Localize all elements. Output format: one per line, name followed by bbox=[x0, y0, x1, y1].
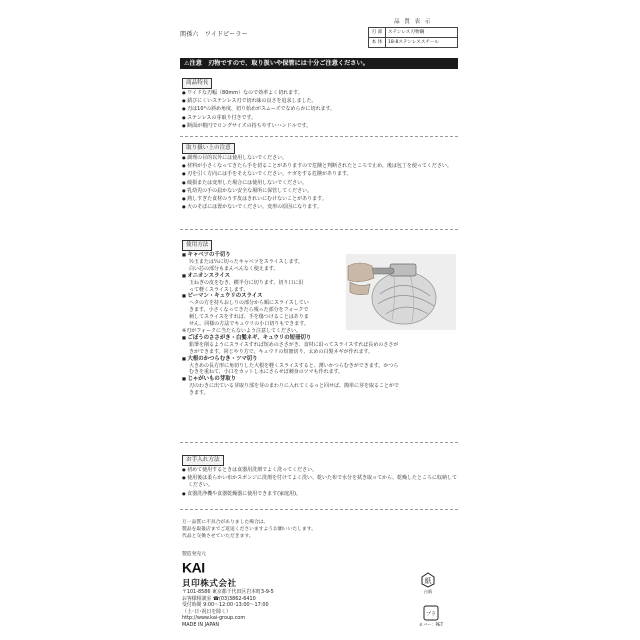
guarantee-line: 製品を取扱店までご返送くださいますようお願いいたします。 bbox=[182, 527, 316, 532]
list-item: ● 火のそばには置かないでください。変形の原因になります。 bbox=[182, 203, 458, 211]
usage-text: きます。 bbox=[189, 390, 209, 397]
usage-photo bbox=[346, 254, 456, 330]
usage-text: 鉛筆を削るようにスライスすれば短めのささがき、食材に沿ってスライスすれば長めのささが bbox=[189, 341, 399, 348]
usage-text: 刃のわきに出ている芽取り部を芽のまわりに入れてくるっと回せば、簡単に芽を取ることがで bbox=[189, 383, 400, 390]
plastic-recycle-mark bbox=[416, 604, 446, 628]
list-item: ● 乳幼児の手の届かない安全な場所に保管してください。 bbox=[182, 187, 458, 195]
list-item: ● 刃は10°の斜め角度、切り始めがスムーズでなめらかに切れます。 bbox=[182, 105, 458, 113]
usage-text: 白い芯の部分もまんべんなく使えます。 bbox=[189, 265, 279, 272]
origin-label: MADE IN JAPAN bbox=[182, 621, 219, 628]
usage-text: 大きめの長方形に角切りした大根を軽くスライスすると、薄いかつらむきができます。かつら bbox=[189, 362, 399, 369]
list-item: ● 初めて使用するときは食器用洗剤でよく洗ってください。 bbox=[182, 466, 458, 474]
quality-heading: 品 質 表 示 bbox=[394, 19, 432, 25]
care-list bbox=[182, 466, 458, 498]
care-label: お手入れ方法 bbox=[182, 455, 224, 466]
list-item: ● 使用後は柔らかい布かスポンジに洗剤を付けてよく洗い、乾いた布で水分を拭き取ってから、乾燥したところに収納してください。 bbox=[182, 474, 458, 489]
cautions-label: 取り扱い上の注意 bbox=[182, 143, 235, 154]
usage-text: せん。同様の方法でキュウリの小口切りもできます。 bbox=[189, 321, 309, 328]
list-item: ● 錆びにくいステンレス刃で切れ味の良さを追求しました。 bbox=[182, 97, 458, 105]
list-item: ● 熱しすぎた食材のうす皮はきれいにむけないことがあります。 bbox=[182, 195, 458, 203]
usage-text: きができます。同じやり方で、キュウリの短冊切り、太めの白髪ネギが作れます。 bbox=[189, 348, 374, 355]
list-item: ● ワイドな刃幅（80mm）なので効率よく切れます。 bbox=[182, 89, 458, 97]
product-title: 関孫六 ワイドピーラー bbox=[180, 31, 248, 38]
kai-logo bbox=[182, 560, 216, 574]
usage-text: って軽くスライスします。 bbox=[189, 286, 249, 293]
address-line: 〒101-8586 東京都千代田区岩本町3-9-5 bbox=[182, 589, 274, 595]
guarantee-text bbox=[182, 519, 352, 540]
warning-banner: ⚠注意 刃物ですので、取り扱いや保管には十分ご注意ください。 bbox=[180, 58, 458, 69]
quality-key: 本 体 bbox=[369, 38, 386, 47]
list-item: ● ステンレスの芽取り付きです。 bbox=[182, 114, 458, 122]
paper-mark-text: 紙 bbox=[424, 577, 432, 585]
plastic-recycle-icon bbox=[422, 604, 440, 622]
guarantee-line: 代品と交換させていただきます。 bbox=[182, 534, 254, 539]
list-item: ● 食器洗浄機や食器乾燥器に使用できます(家庭用)。 bbox=[182, 490, 458, 498]
address-line: （土･日･祝日を除く） bbox=[182, 608, 231, 615]
quality-row bbox=[368, 27, 458, 38]
list-item: ● 材料が小さくなってきたら手を切ることがありますので危険と判断されたところで止め、後は包丁を使ってください。 bbox=[182, 162, 458, 170]
cabbage-peeler-illustration bbox=[346, 254, 456, 330]
features-list bbox=[182, 89, 458, 130]
usage-note: ※刃がフォークに当たらないよう注意してください。 bbox=[182, 327, 301, 334]
usage-text: むきを重ねて、小口をカットし水にさらせば刺身のツマも作れます。 bbox=[189, 369, 344, 376]
usage-heading: ■ ごぼうのささがき・白髪ネギ、キュウリの短冊切り bbox=[182, 335, 458, 342]
divider bbox=[180, 229, 458, 230]
quality-row bbox=[368, 38, 458, 48]
plastic-recycle-label: カバー：PET bbox=[418, 622, 444, 627]
usage-heading: ■ キャベツの千切り bbox=[182, 252, 458, 259]
package-insert bbox=[160, 0, 480, 640]
usage-heading: ■ じゃがいもの芽取り bbox=[182, 376, 458, 383]
usage-heading: ■ 大根のかつらむき・ツマ切り bbox=[182, 356, 458, 363]
paper-recycle-icon bbox=[419, 571, 437, 589]
divider bbox=[180, 509, 458, 510]
website-url: http://www.kai-group.com bbox=[182, 615, 246, 622]
usage-text: きます。小さくなってきたら残った部分をフォークで bbox=[189, 307, 309, 314]
usage-text: 刺してスライスをすれば、手を傷つけることはありま bbox=[189, 314, 309, 321]
quality-value: 18-8ステンレススチール bbox=[388, 40, 440, 45]
quality-value: ステンレス刃物鋼 bbox=[388, 30, 425, 35]
divider bbox=[180, 442, 458, 443]
cautions-list bbox=[182, 154, 458, 211]
address-line: 受付時間 9:00〜12:00･13:00〜17:00 bbox=[182, 602, 269, 609]
usage-text: ½玉または¼に切ったキャベツをスライスします。 bbox=[189, 258, 304, 265]
guarantee-line: 万一品質に不具合がありました場合は、 bbox=[182, 520, 269, 525]
usage-heading: ■ オニオンスライス bbox=[182, 273, 458, 280]
usage-text: ヘタの方を持ちおしりの部分から順にスライスしてい bbox=[189, 300, 309, 307]
usage-label: 使用方法 bbox=[182, 240, 212, 251]
paper-recycle-label: 台紙 bbox=[423, 589, 433, 594]
list-item: ● 調理の目的以外には使用しないでください。 bbox=[182, 154, 458, 162]
maker-label: 製造発売元 bbox=[182, 552, 206, 557]
plastic-mark-text: プラ bbox=[425, 611, 437, 618]
company-name: 貝印株式会社 bbox=[182, 579, 237, 589]
features-label: 商品特長 bbox=[182, 78, 212, 89]
usage-text: 玉ねぎの皮をむき、横半分に切ります。切り口に沿 bbox=[189, 279, 304, 286]
divider bbox=[180, 136, 458, 137]
list-item: ● 刃を引く方向には手をそえないでください。ケガをする危険があります。 bbox=[182, 170, 458, 178]
paper-recycle-mark bbox=[416, 571, 440, 595]
quality-label-table bbox=[368, 17, 458, 48]
address-line: お客様相談室 ☎(03)3862-6410 bbox=[182, 595, 256, 602]
kai-logo-text: KAI bbox=[182, 560, 205, 574]
quality-key: 刃 部 bbox=[369, 28, 386, 37]
company-contact bbox=[182, 589, 382, 629]
usage-heading: ■ ピーマン・キュウリのスライス bbox=[182, 293, 458, 300]
list-item: ● 破損または変形した場合には使用しないでください。 bbox=[182, 179, 458, 187]
list-item: ● 断面が楕円でロングサイズの持ちやすいハンドルです。 bbox=[182, 122, 458, 130]
